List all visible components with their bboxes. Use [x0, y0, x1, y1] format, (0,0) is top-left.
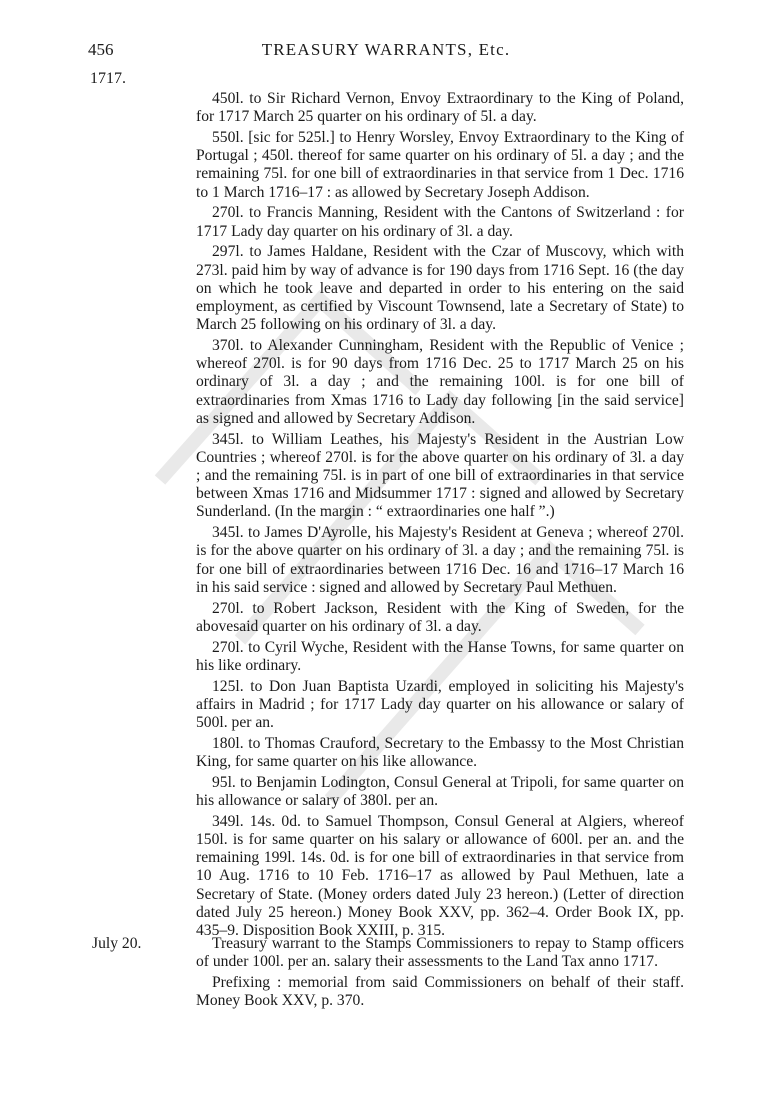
warrant-paragraph: 270l. to Robert Jackson, Resident with the King of Sweden, for the abovesaid quarter on his ordinary of 3l. a day. — [196, 599, 684, 635]
warrant-paragraph: 270l. to Cyril Wyche, Resident with the Hanse Towns, for same quarter on his like ordinary. — [196, 638, 684, 674]
warrant-paragraph: 95l. to Benjamin Lodington, Consul General at Tripoli, for same quarter on his allowance or salary of 380l. per an. — [196, 773, 684, 810]
entry-paragraph: Prefixing : memorial from said Commissioners on behalf of their staff. Money Book XXV, p. 370. — [196, 974, 684, 1010]
page-header — [88, 40, 684, 66]
warrant-list — [196, 90, 684, 940]
running-head: TREASURY WARRANTS, Etc. — [261, 40, 511, 59]
warrant-paragraph: 550l. [sic for 525l.] to Henry Worsley, Envoy Extraordinary to the King of Portugal ; 450l. thereof for same quarter on his ordinary of 5l. a day ; and the remaining 75l. for one bill of extraordinaries in that service from 1 Dec. 1716 to 1 March 1716–17 : as allowed by Secretary Joseph Addison. — [196, 129, 684, 201]
warrant-paragraph: 349l. 14s. 0d. to Samuel Thompson, Consul General at Algiers, whereof 150l. is for same quarter on his salary or allowance of 600l. per an. and the remaining 199l. 14s. 0d. is for one bill of extraordinaries in that service from 10 Aug. 1716 to 10 Feb. 1716–17 as allowed by Paul Methuen, late a Secretary of State. (Money orders dated July 23 hereon.) (Letter of direction dated July 25 hereon.) Money Book XXV, pp. 362–4. Order Book IX, pp. 435–9. Disposition Book XXIII, p. 315. — [196, 812, 684, 940]
margin-year: 1717. — [90, 70, 126, 87]
warrant-paragraph: 450l. to Sir Richard Vernon, Envoy Extraordinary to the King of Poland, for 1717 March 25 quarter on his ordinary of 5l. a day. — [196, 90, 684, 126]
warrant-paragraph: 125l. to Don Juan Baptista Uzardi, employed in soliciting his Majesty's affairs in Madrid ; for 1717 Lady day quarter on his allowance or salary of 500l. per an. — [196, 677, 684, 732]
warrant-paragraph: 297l. to James Haldane, Resident with the Czar of Muscovy, which with 273l. paid him by way of advance is for 190 days from 1716 Sept. 16 (the day on which he took leave and departed in order to his entering on the said employment, as certified by Viscount Townsend, late a Secretary of State) to March 25 following on his ordinary of 3l. a day. — [196, 243, 684, 334]
entry-date: July 20. — [92, 935, 142, 952]
warrant-paragraph: 345l. to James D'Ayrolle, his Majesty's Resident at Geneva ; whereof 270l. is for the above quarter on his ordinary of 3l. a day ; and the remaining 75l. is for one bill of extraordinaries between 1716 Dec. 16 and 1716–17 March 16 in his said service : signed and allowed by Secretary Paul Methuen. — [196, 524, 684, 596]
warrant-paragraph: 270l. to Francis Manning, Resident with the Cantons of Switzerland : for 1717 Lady day quarter on his ordinary of 3l. a day. — [196, 204, 684, 240]
warrant-paragraph: 345l. to William Leathes, his Majesty's Resident in the Austrian Low Countries ; whereof 270l. is for the above quarter on his ordinary of 3l. a day ; and the remaining 75l. is in part of one bill of extraordinaries in that service between Xmas 1716 and Midsummer 1717 : signed and allowed by Secretary Sunderland. (In the margin : “ extraordinaries one half ”.) — [196, 430, 684, 521]
warrant-paragraph: 370l. to Alexander Cunningham, Resident with the Republic of Venice ; whereof 270l. is for 90 days from 1716 Dec. 25 to 1717 March 25 on his ordinary of 3l. a day ; and the remaining 100l. is for one bill of extraordinaries from Xmas 1716 to Lady day following [in the said service] as signed and allowed by Secretary Addison. — [196, 337, 684, 427]
entry-text — [196, 935, 684, 1013]
page-number: 456 — [88, 40, 114, 59]
entry-paragraph: Treasury warrant to the Stamps Commissioners to repay to Stamp officers of under 100l. per an. salary their assessments to the Land Tax anno 1717. — [196, 935, 684, 971]
warrant-paragraph: 180l. to Thomas Crauford, Secretary to the Embassy to the Most Christian King, for same quarter on his like allowance. — [196, 734, 684, 771]
